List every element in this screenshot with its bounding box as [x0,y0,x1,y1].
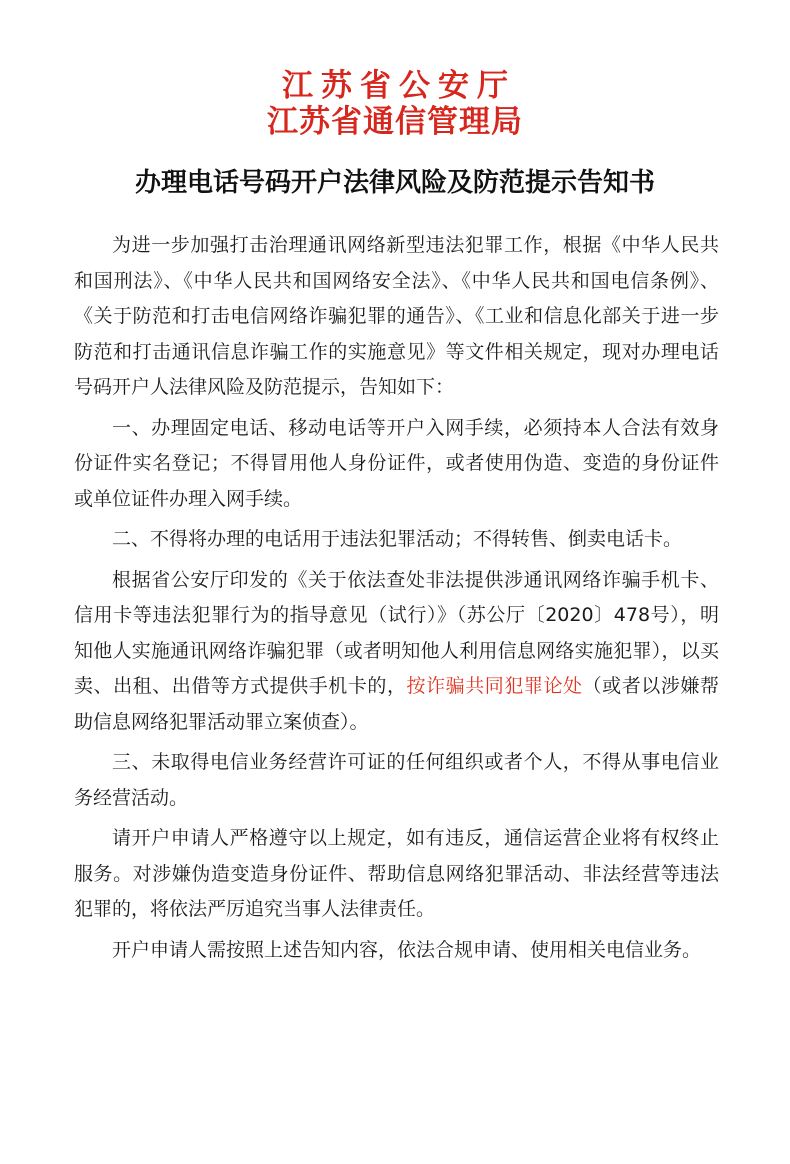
item-three-paragraph: 三、未取得电信业务经营许可证的任何组织或者个人，不得从事电信业务经营活动。 [74,751,719,809]
item-one-paragraph: 一、办理固定电话、移动电话等开户入网手续，必须持本人合法有效身份证件实名登记；不得冒用他人身份证件，或者使用伪造、变造的身份证件或单位证件办理入网手续。 [74,416,719,510]
item-two-paragraph: 二、不得将办理的电话用于违法犯罪活动；不得转售、倒卖电话卡。 [112,528,683,550]
intro-paragraph: 为进一步加强打击治理通讯网络新型违法犯罪工作，根据《中华人民共和国刑法》、《中华人民共和国网络安全法》、《中华人民共和国电信条例》、《关于防范和打击电信网络诈骗犯罪的通告》、《工业和信息化部关于进一步防范和打击通讯信息诈骗工作的实施意见》等文件相关规定，现对办理电话号码开户人法律风险及防范提示，告知如下： [74,234,719,398]
issuer-communications-admin: 江苏省通信管理局 [267,104,523,140]
fraud-penalty-highlight: 按诈骗共同犯罪论处 [406,675,583,697]
document-title: 办理电话号码开户法律风险及防范提示告知书 [134,168,655,198]
issuer-public-security-dept: 江苏省公安厅 [282,68,516,104]
detail-text-after: （或者以涉嫌帮助信息网络犯罪活动罪立案侦查）。 [74,675,719,733]
warning-paragraph: 请开户申请人严格遵守以上规定，如有违反，通信运营企业将有权终止服务。对涉嫌伪造变造身份证件、帮助信息网络犯罪活动、非法经营等违法犯罪的，将依法严厉追究当事人法律责任。 [74,827,719,920]
detail-text-before: 根据省公安厅印发的《关于依法查处非法提供涉通讯网络诈骗手机卡、信用卡等违法犯罪行为的指导意见（试行）》（苏公厅〔2020〕478号），明知他人实施通讯网络诈骗犯罪（或者明知他人利用信息网络实施犯罪），以买卖、出租、出借等方式提供手机卡的， [74,568,719,697]
item-two-detail-paragraph [74,563,719,741]
closing-paragraph: 开户申请人需按照上述告知内容，依法合规申请、使用相关电信业务。 [112,938,702,961]
document-body [74,228,719,973]
